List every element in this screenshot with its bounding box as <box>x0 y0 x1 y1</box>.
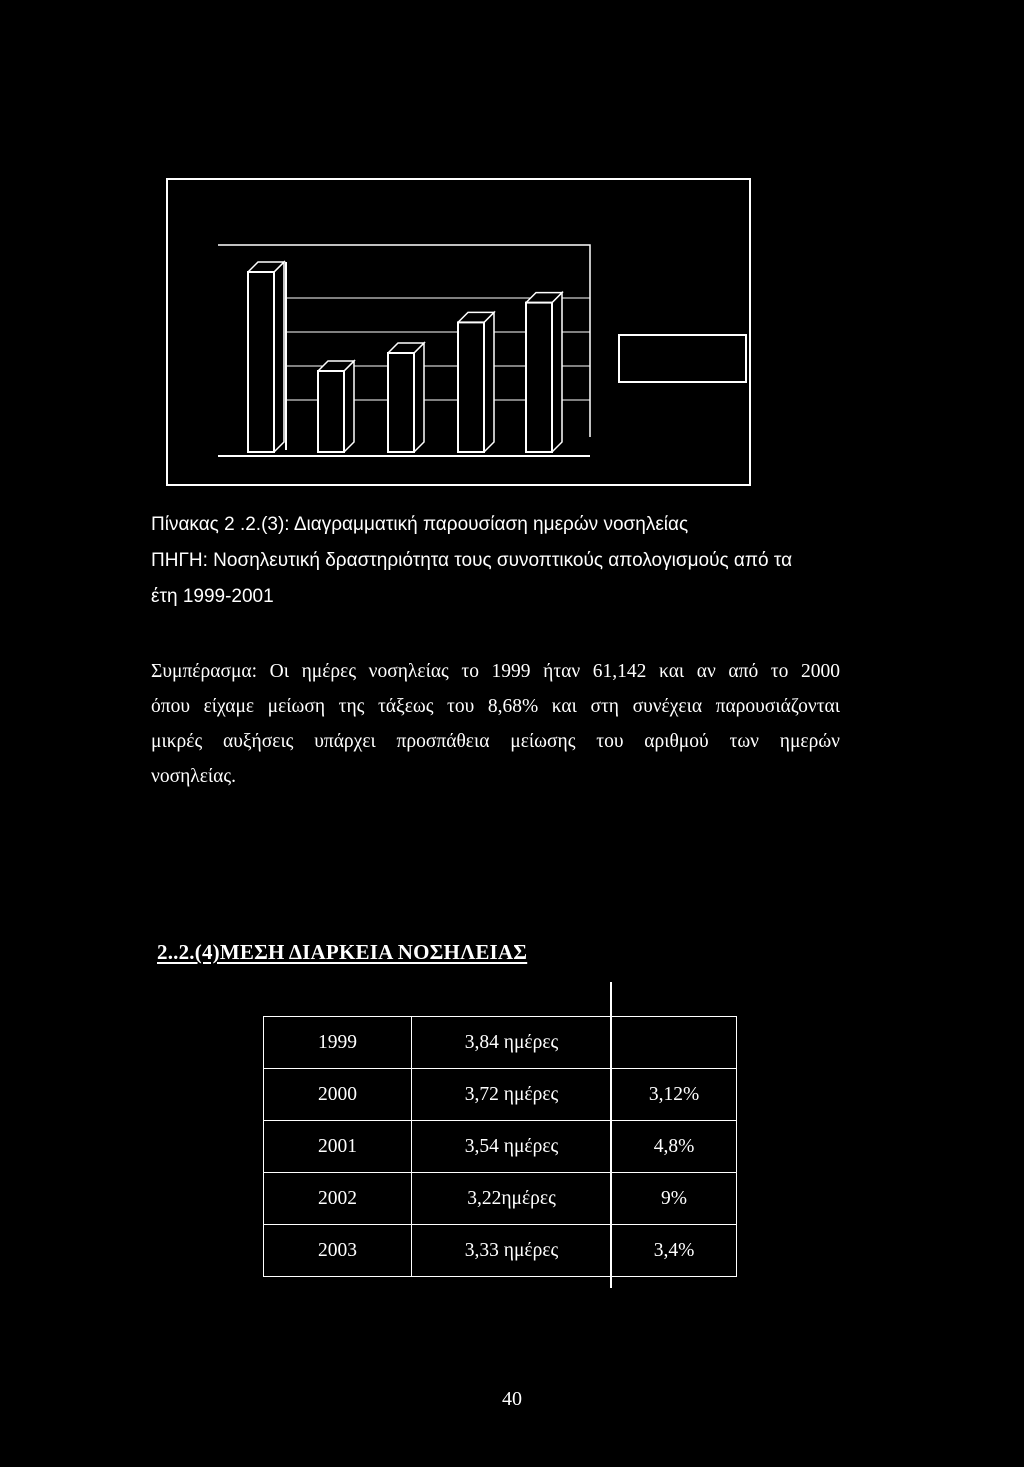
days-cell: 3,54 ημέρες <box>412 1121 612 1173</box>
change-cell: 3,4% <box>612 1225 737 1277</box>
conclusion-line-4: νοσηλείας. <box>151 766 236 787</box>
change-cell <box>612 1017 737 1069</box>
table-row <box>264 1069 737 1121</box>
chart-bars <box>248 262 562 452</box>
chart-bar-front <box>248 272 274 452</box>
change-cell: 4,8% <box>612 1121 737 1173</box>
chart-bar-front <box>318 371 344 452</box>
chart-bar <box>526 293 562 452</box>
days-cell: 3,22ημέρες <box>412 1173 612 1225</box>
chart-bar-front <box>526 303 552 452</box>
conclusion-line-1: Συμπέρασμα: Οι ημέρες νοσηλείας το 1999 ήταν 61,142 και αν από το 2000 <box>151 661 840 682</box>
table-row <box>264 1173 737 1225</box>
conclusion-line-3: μικρές αυξήσεις υπάρχει προσπάθεια μείωσης του αριθμού των ημερών <box>151 731 840 752</box>
conclusion-paragraph <box>151 654 840 794</box>
chart-bar-front <box>458 322 484 452</box>
table-row <box>264 1121 737 1173</box>
conclusion-line-2: όπου είχαμε μείωση της τάξεως του 8,68% και στη συνέχεια παρουσιάζονται <box>151 696 840 717</box>
year-cell: 2000 <box>264 1069 412 1121</box>
caption-source-years: έτη 1999-2001 <box>151 586 274 607</box>
chart-legend-box <box>619 335 746 382</box>
bar-chart <box>0 0 1024 500</box>
chart-bar-side <box>484 312 494 452</box>
chart-bar-side <box>274 262 284 452</box>
chart-bar-side <box>344 361 354 452</box>
chart-bar-side <box>552 293 562 452</box>
page-number: 40 <box>502 1388 522 1410</box>
chart-bar-front <box>388 353 414 452</box>
year-cell: 2002 <box>264 1173 412 1225</box>
year-cell: 1999 <box>264 1017 412 1069</box>
chart-bar <box>388 343 424 452</box>
chart-bar <box>248 262 284 452</box>
chart-bar <box>318 361 354 452</box>
figure-caption <box>151 507 851 615</box>
days-cell: 3,72 ημέρες <box>412 1069 612 1121</box>
caption-title: Πίνακας 2 .2.(3): Διαγραμματική παρουσίαση ημερών νοσηλείας <box>151 514 689 535</box>
table-row <box>264 1225 737 1277</box>
days-cell: 3,33 ημέρες <box>412 1225 612 1277</box>
days-cell: 3,84 ημέρες <box>412 1017 612 1069</box>
change-cell: 9% <box>612 1173 737 1225</box>
table-row <box>264 1017 737 1069</box>
chart-bar-side <box>414 343 424 452</box>
bar-chart-svg <box>0 0 1024 500</box>
caption-source: ΠΗΓΗ: Νοσηλευτική δραστηριότητα τους συνοπτικούς απολογισμούς από τα <box>151 550 793 571</box>
year-cell: 2001 <box>264 1121 412 1173</box>
length-of-stay-table <box>263 1016 737 1277</box>
section-heading: 2..2.(4)ΜΕΣΗ ΔΙΑΡΚΕΙΑ ΝΟΣΗΛΕΙΑΣ <box>157 940 528 964</box>
chart-bar <box>458 312 494 452</box>
change-cell: 3,12% <box>612 1069 737 1121</box>
year-cell: 2003 <box>264 1225 412 1277</box>
